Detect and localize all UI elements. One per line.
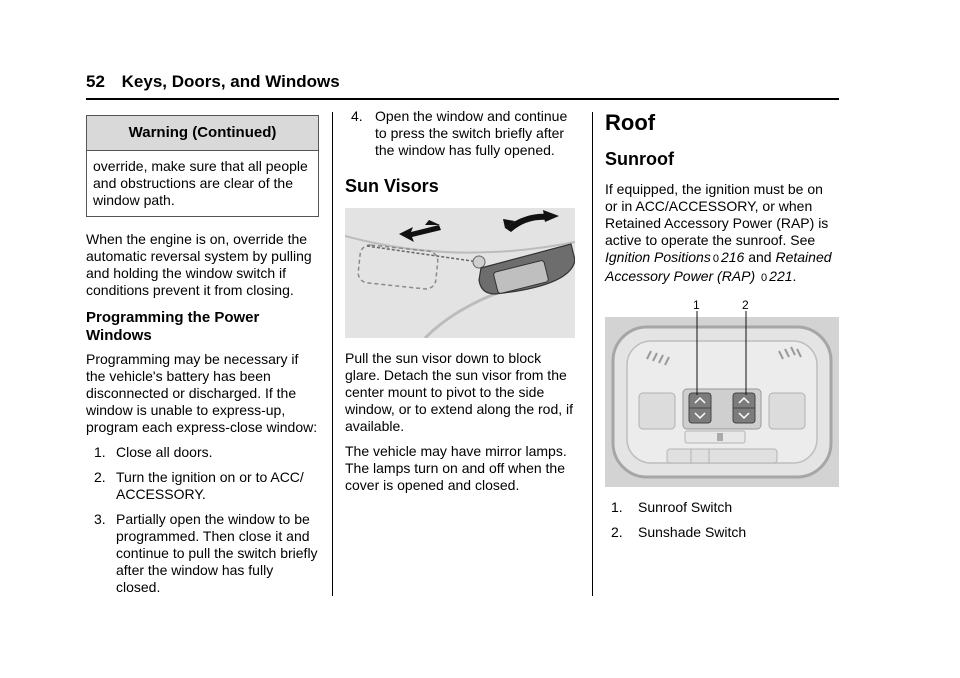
- chapter-title: Keys, Doors, and Windows: [121, 72, 340, 91]
- sun-visors-heading: Sun Visors: [345, 176, 439, 196]
- figure-captions: [605, 499, 839, 541]
- warning-box: [86, 115, 319, 217]
- list-item: 2. Sunshade Switch: [611, 524, 747, 540]
- ref-ignition-positions[interactable]: Ignition Positions: [605, 249, 711, 265]
- column-1: [86, 115, 319, 604]
- list-item: 1. Sunroof Switch: [611, 499, 733, 515]
- list-item: 3. Partially open the window to be programmed. Then close it and continue to pull the switch briefly after the window has fully closed.: [94, 511, 318, 595]
- sun-visor-paragraph: Pull the sun visor down to block glare. Detach the sun visor from the center mount to pivot to the side window, or to extend along the rod, if available.: [345, 350, 574, 434]
- override-paragraph: When the engine is on, override the automatic reversal system by pulling and holding the window switch if conditions prevent it from closing.: [86, 231, 312, 298]
- list-item: 1. Close all doors.: [94, 444, 213, 460]
- ref-retained-accessory-power[interactable]: Retained Accessory Power (RAP): [605, 249, 832, 284]
- list-item: 2. Turn the ignition on or to ACC/ ACCESSORY.: [94, 469, 304, 502]
- sunroof-heading: Sunroof: [605, 149, 674, 169]
- cross-reference-icon: 0: [712, 253, 719, 265]
- column-divider-2: [592, 112, 593, 596]
- programming-steps-continued: [345, 108, 577, 159]
- roof-title: Roof: [605, 110, 656, 135]
- column-divider-1: [332, 112, 333, 596]
- page-header: [86, 72, 340, 92]
- sunroof-paragraph: If equipped, the ignition must be on or in ACC/ACCESSORY, or when Retained Accessory Power (RAP) is active to operate the sunroof. See Ignition Positions 0 216 and Retained Accessory Power (RAP) 0 221.: [605, 181, 832, 284]
- programming-steps: [86, 444, 319, 596]
- page-number: 52: [86, 72, 105, 91]
- programming-heading: Programming the Power Windows: [86, 309, 260, 344]
- column-3: [605, 110, 839, 549]
- list-item: 4. Open the window and continue to press the switch briefly after the window has fully opened.: [351, 108, 568, 158]
- header-rule: [86, 98, 839, 100]
- warning-title: Warning (Continued): [87, 116, 318, 151]
- column-2: [345, 108, 577, 502]
- sunroof-controls-illustration: [605, 297, 839, 487]
- callout-2: 2: [742, 298, 749, 312]
- programming-paragraph: Programming may be necessary if the vehicle's battery has been disconnected or discharged. If the window is unable to express-up, program each express-close window:: [86, 351, 318, 435]
- sun-visor-illustration: [345, 208, 575, 338]
- warning-body: override, make sure that all people and obstructions are clear of the window path.: [93, 158, 308, 208]
- callout-1: 1: [693, 298, 700, 312]
- mirror-lamps-paragraph: The vehicle may have mirror lamps. The lamps turn on and off when the cover is opened and closed.: [345, 443, 567, 493]
- cross-reference-icon: 0: [761, 272, 768, 284]
